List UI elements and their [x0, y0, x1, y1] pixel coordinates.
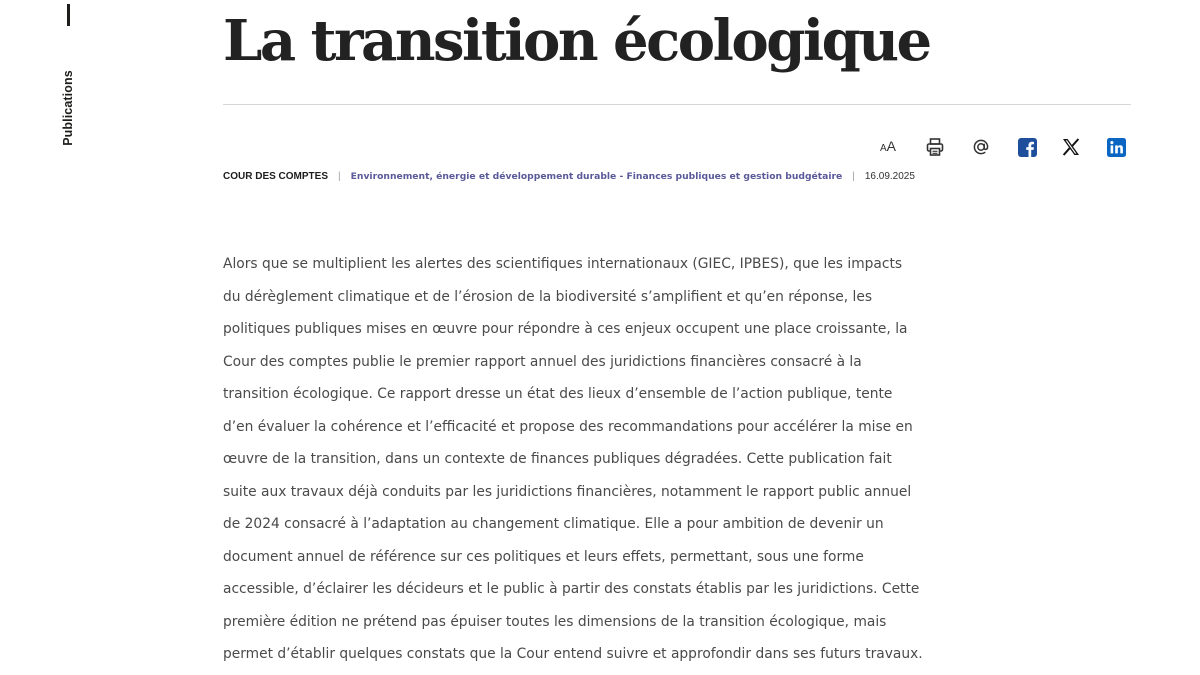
x-share-button[interactable]: [1060, 134, 1082, 160]
page-title: La transition écologique: [223, 8, 930, 74]
print-icon: [925, 137, 945, 157]
font-size-icon: AA: [879, 138, 896, 154]
body-line: œuvre de la transition, dans un contexte de finances publiques dégradées. Cette publication fait: [223, 451, 892, 467]
linkedin-share-button[interactable]: [1105, 134, 1127, 160]
body-line: suite aux travaux déjà conduits par les juridictions financières, notamment le rapport public annuel: [223, 483, 912, 500]
font-size-button[interactable]: [874, 134, 902, 160]
body-line: Cour des comptes publie le premier rapport annuel des juridictions financières consacré à la: [223, 353, 862, 370]
body-line: permet d’établir quelques constats que la Cour entend suivre et approfondir dans ses futurs travaux.: [223, 646, 923, 662]
article-meta: [223, 168, 915, 184]
body-line: d’en évaluer la cohérence et l’efficacité et propose des recommandations pour accélérer la mise en: [223, 418, 913, 435]
print-button[interactable]: [924, 134, 946, 160]
meta-separator: |: [338, 170, 341, 182]
meta-date: 16.09.2025: [864, 170, 915, 182]
email-share-button[interactable]: [970, 134, 992, 160]
email-icon: [971, 137, 991, 157]
body-line: première édition ne prétend pas épuiser toutes les dimensions de la transition écologique, mais: [223, 613, 887, 630]
x-icon: [1062, 138, 1080, 156]
side-nav-marker: [67, 4, 70, 26]
side-nav-publications-link[interactable]: Publications: [61, 70, 75, 146]
meta-themes-link[interactable]: Environnement, énergie et développement durable - Finances publiques et gestion budgétaire: [350, 170, 843, 182]
body-line: Alors que se multiplient les alertes des scientifiques internationaux (GIEC, IPBES), que les impacts: [223, 256, 903, 272]
body-line: transition écologique. Ce rapport dresse un état des lieux d’ensemble de l’action publique, tente: [223, 386, 893, 402]
meta-separator: |: [852, 170, 855, 182]
linkedin-icon: [1107, 138, 1126, 157]
body-line: de 2024 consacré à l’adaptation au changement climatique. Elle a pour ambition de devenir un: [223, 516, 884, 532]
article-toolbar: [862, 134, 1132, 160]
body-line: document annuel de référence sur ces politiques et leurs effets, permettant, sous une forme: [223, 548, 864, 565]
title-divider: [223, 104, 1131, 105]
body-line: politiques publiques mises en œuvre pour répondre à ces enjeux occupent une place croissante, la: [223, 321, 908, 337]
article-body: [223, 248, 983, 671]
facebook-icon: [1018, 138, 1037, 157]
body-line: du dérèglement climatique et de l’érosion de la biodiversité s’amplifient et qu’en réponse, les: [223, 288, 873, 305]
meta-author: COUR DES COMPTES: [223, 170, 329, 182]
facebook-share-button[interactable]: [1016, 134, 1038, 160]
body-line: accessible, d’éclairer les décideurs et le public à partir des constats établis par les juridictions. Cette: [223, 581, 920, 597]
